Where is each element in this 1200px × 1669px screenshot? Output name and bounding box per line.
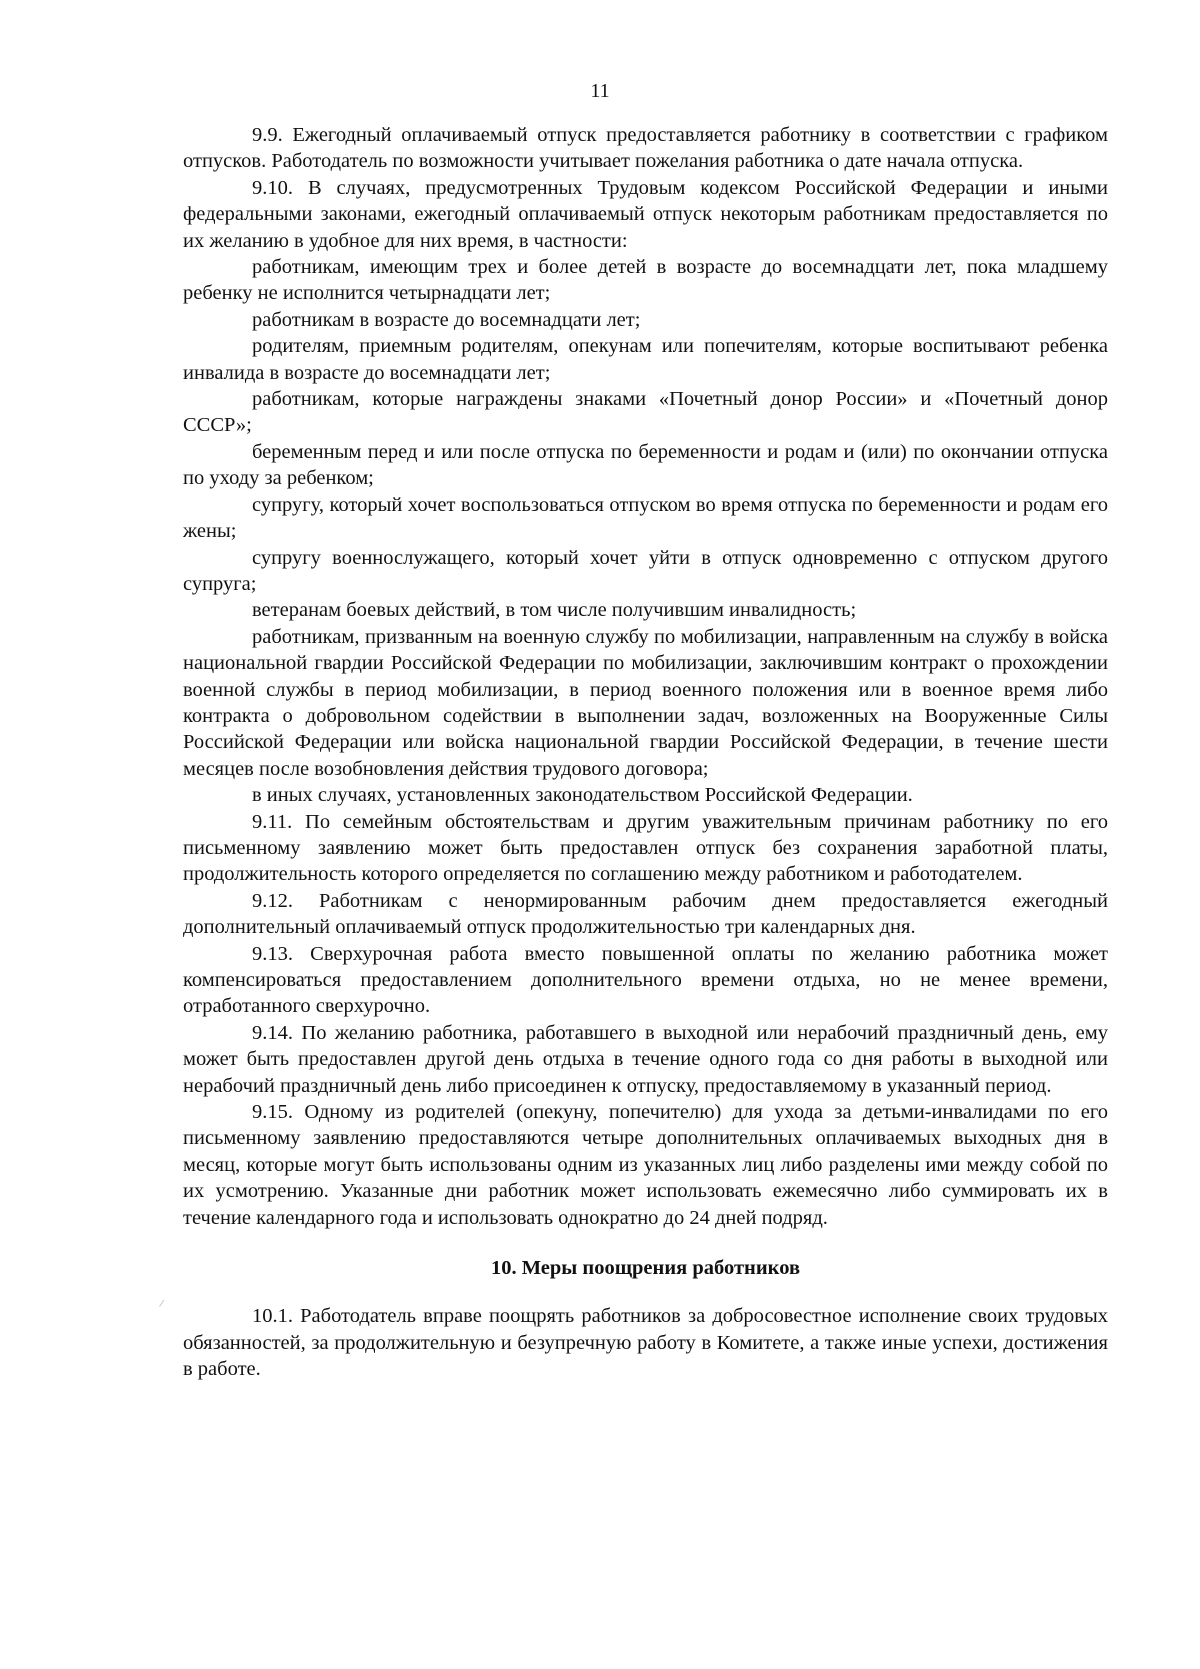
list-item-other-cases: в иных случаях, установленных законодательством Российской Федерации. (252, 784, 913, 807)
paragraph-9-10: 9.10. В случаях, предусмотренных Трудовым кодексом Российской Федерации и иными федеральными законами, ежегодный оплачиваемый отпуск некоторым работникам предоставляется по их желанию в удобное для них время, в частности: (183, 176, 1108, 252)
section-10-heading: 10. Меры поощрения работников (490, 1257, 801, 1280)
paragraph-9-14: 9.14. По желанию работника, работавшего в выходной или нерабочий праздничный день, ему может быть предоставлен другой день отдыха в течение одного года со дня работы в выходной или нерабочий праздничный день либо присоединен к отпуску, предоставляемому в указанный период. (183, 1021, 1108, 1097)
list-item-spouse-maternity: супругу, который хочет воспользоваться отпуском во время отпуска по беременности и родам его жены; (183, 493, 1108, 543)
scan-mark (159, 1300, 167, 1309)
paragraph-9-11: 9.11. По семейным обстоятельствам и другим уважительным причинам работнику по его письменному заявлению может быть предоставлен отпуск без сохранения заработной платы, продолжительность которого определяется по соглашению между работником и работодателем. (183, 810, 1108, 886)
document-body (183, 122, 1108, 1383)
paragraph-9-15: 9.15. Одному из родителей (опекуну, попечителю) для ухода за детьми-инвалидами по его письменному заявлению предоставляются четыре дополнительных оплачиваемых выходных дня в месяц, которые могут быть использованы одним из указанных лиц либо разделены ими между собой по их усмотрению. Указанные дни работник может использовать ежемесячно либо суммировать их в течение календарного года и использовать однократно до 24 дней подряд. (183, 1101, 1108, 1229)
list-item-pregnant: беременным перед и или после отпуска по беременности и родам и (или) по окончании отпуска по уходу за ребенком; (183, 440, 1108, 490)
paragraph-10-1: 10.1. Работодатель вправе поощрять работников за добросовестное исполнение своих трудовых обязанностей, за продолжительную и безупречную работу в Комитете, а также иные успехи, достижения в работе. (183, 1305, 1108, 1381)
paragraph-9-12: 9.12. Работникам с ненормированным рабочим днем предоставляется ежегодный дополнительный оплачиваемый отпуск продолжительностью три календарных дня. (183, 889, 1108, 939)
page-number: 11 (590, 80, 610, 102)
list-item-honorary-donors: работникам, которые награждены знаками «Почетный донор России» и «Почетный донор СССР»; (183, 388, 1108, 437)
list-item-minors: работникам в возрасте до восемнадцати лет; (252, 308, 641, 331)
paragraph-9-9: 9.9. Ежегодный оплачиваемый отпуск предоставляется работнику в соответствии с графиком отпусков. Работодатель по возможности учитывает пожелания работника о дате начала отпуска. (183, 124, 1108, 173)
list-item-military-spouse: супругу военнослужащего, который хочет уйти в отпуск одновременно с отпуском другого супруга; (183, 546, 1108, 595)
paragraph-9-13: 9.13. Сверхурочная работа вместо повышенной оплаты по желанию работника может компенсироваться предоставлением дополнительного времени отдыха, но не менее времени, отработанного сверхурочно. (183, 942, 1108, 1018)
list-item-mobilized: работникам, призванным на военную службу по мобилизации, направленным на службу в войска национальной гвардии Российской Федерации по мобилизации, заключившим контракт о прохождении военной службы в период мобилизации, в период военного положения или в военное время либо контракта о добровольном содействии в выполнении задач, возложенных на Вооруженные Силы Российской Федерации или войска национальной гвардии Российской Федерации, в течение шести месяцев после возобновления действия трудового договора; (183, 625, 1108, 780)
list-item-combat-veterans: ветеранам боевых действий, в том числе получившим инвалидность; (252, 599, 857, 622)
list-item-large-families: работникам, имеющим трех и более детей в возрасте до восемнадцати лет, пока младшему ребенку не исполнится четырнадцати лет; (183, 256, 1108, 305)
list-item-parents-disabled-child: родителям, приемным родителям, опекунам или попечителям, которые воспитывают ребенка инвалида в возрасте до восемнадцати лет; (183, 335, 1108, 384)
